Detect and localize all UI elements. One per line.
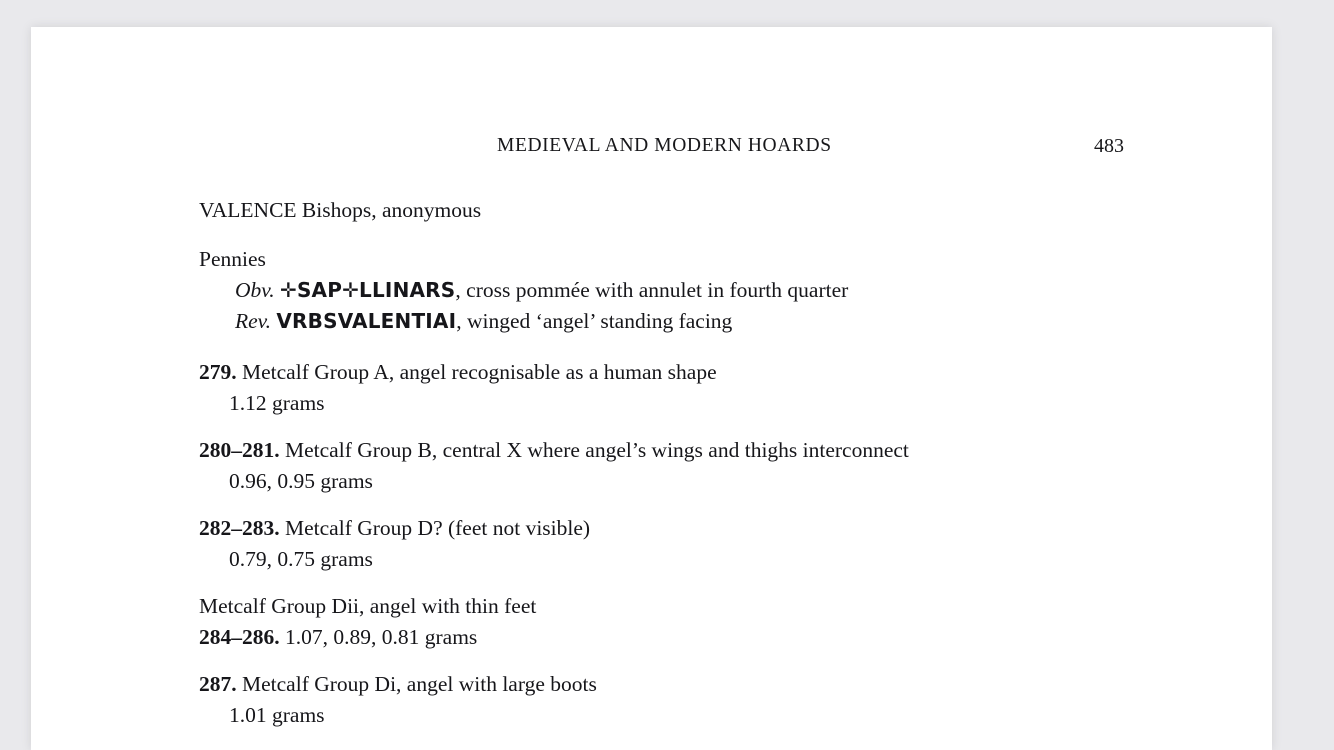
entry-weights: 1.07, 0.89, 0.81 grams: [285, 625, 478, 649]
entry-weights: 1.01 grams: [229, 703, 325, 727]
obverse-legend-line: [199, 275, 1209, 306]
reverse-legend-line: [199, 306, 1209, 337]
running-head-title: MEDIEVAL AND MODERN HOARDS: [497, 135, 832, 156]
section-heading: VALENCE Bishops, anonymous: [199, 198, 482, 222]
obverse-label: Obv.: [235, 278, 275, 302]
entry-number: 279.: [199, 360, 237, 384]
entry-weights: 1.12 grams: [229, 391, 325, 415]
obverse-legend-text: ✛SAP✛LLINARS: [279, 278, 456, 302]
entry-main-line: [199, 357, 1209, 388]
reverse-legend-text: VRBSVALENTIAI: [276, 309, 457, 333]
entry-number: 287.: [199, 672, 237, 696]
catalogue-entry-279: [199, 357, 1209, 419]
entry-description: Metcalf Group B, central X where angel’s wings and thighs interconnect: [285, 438, 909, 462]
catalogue-entry-280-281: [199, 435, 1209, 497]
entry-main-line: [199, 513, 1209, 544]
catalogue-entry-282-283: [199, 513, 1209, 575]
entry-description: Metcalf Group D? (feet not visible): [285, 516, 591, 540]
page-number: 483: [1094, 135, 1124, 157]
entry-weights: 0.96, 0.95 grams: [229, 469, 373, 493]
group-dii-description: Metcalf Group Dii, angel with thin feet: [199, 594, 537, 618]
entry-number: 284–286.: [199, 625, 280, 649]
entry-description: Metcalf Group Di, angel with large boots: [242, 672, 597, 696]
entry-number: 280–281.: [199, 438, 280, 462]
entry-description: Metcalf Group A, angel recognisable as a human shape: [242, 360, 717, 384]
entry-main-line: [199, 435, 1209, 466]
catalogue-entry-284-286: [199, 591, 1209, 653]
entry-main-line: [199, 669, 1209, 700]
denomination-label: Pennies: [199, 247, 266, 271]
catalogue-entry-287: [199, 669, 1209, 731]
body-column: [199, 195, 1209, 731]
obverse-legend-desc: , cross pommée with annulet in fourth quarter: [455, 278, 849, 302]
running-head: [31, 135, 1272, 161]
reverse-label: Rev.: [235, 309, 271, 333]
group-dii-line: [199, 622, 1209, 653]
document-page: [31, 27, 1272, 750]
reverse-legend-desc: , winged ‘angel’ standing facing: [456, 309, 733, 333]
entry-weights: 0.79, 0.75 grams: [229, 547, 373, 571]
page-content: [31, 27, 1272, 750]
entry-number: 282–283.: [199, 516, 280, 540]
